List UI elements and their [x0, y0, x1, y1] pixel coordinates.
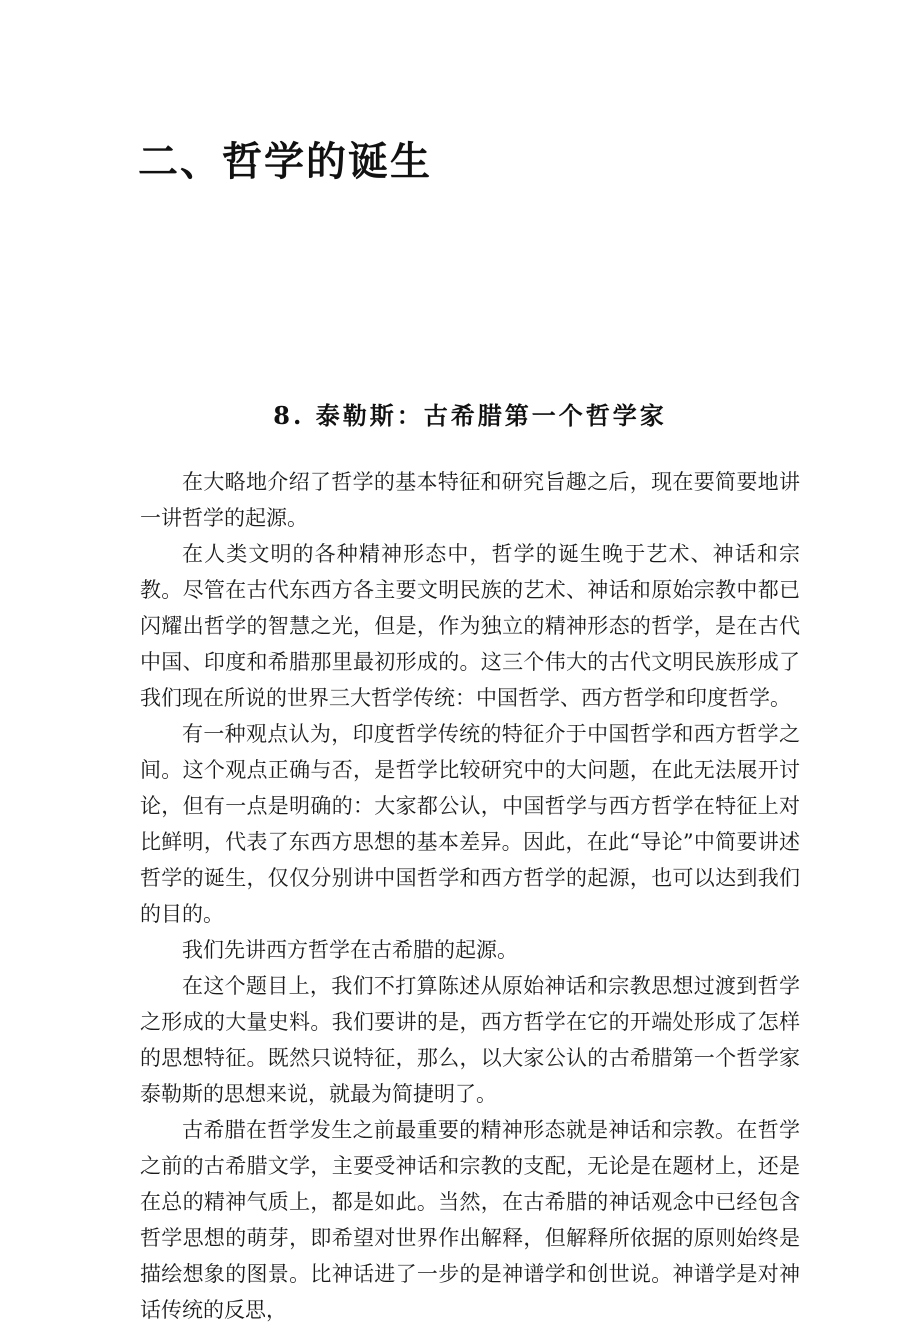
paragraph: 在这个题目上，我们不打算陈述从原始神话和宗教思想过渡到哲学之形成的大量史料。我们要讲的是，西方哲学在它的开端处形成了怎样的思想特征。既然只说特征，那么，以大家公认的古希腊第一个哲学家泰勒斯的思想来说，就最为简捷明了。 — [140, 974, 800, 1106]
paragraph: 我们先讲西方哲学在古希腊的起源。 — [182, 938, 518, 962]
paragraph: 古希腊在哲学发生之前最重要的精神形态就是神话和宗教。在哲学之前的古希腊文学，主要受神话和宗教的支配，无论是在题材上，还是在总的精神气质上，都是如此。当然，在古希腊的神话观念中已经包含哲学思想的萌芽，即希望对世界作出解释，但解释所依据的原则始终是描绘想象的图景。比神话进了一步的是神谱学和创世说。神谱学是对神话传统的反思， — [140, 1118, 800, 1322]
body-text — [140, 464, 800, 1328]
section-title: 8. 泰勒斯：古希腊第一个哲学家 — [273, 401, 667, 430]
paragraph: 在人类文明的各种精神形态中，哲学的诞生晚于艺术、神话和宗教。尽管在古代东西方各主要文明民族的艺术、神话和原始宗教中都已闪耀出哲学的智慧之光，但是，作为独立的精神形态的哲学，是在古代中国、印度和希腊那里最初形成的。这三个伟大的古代文明民族形成了我们现在所说的世界三大哲学传统：中国哲学、西方哲学和印度哲学。 — [140, 542, 800, 710]
paragraph: 有一种观点认为，印度哲学传统的特征介于中国哲学和西方哲学之间。这个观点正确与否，是哲学比较研究中的大问题，在此无法展开讨论，但有一点是明确的：大家都公认，中国哲学与西方哲学在特征上对比鲜明，代表了东西方思想的基本差异。因此，在此“导论”中简要讲述哲学的诞生，仅仅分别讲中国哲学和西方哲学的起源，也可以达到我们的目的。 — [140, 722, 800, 926]
chapter-title: 二、哲学的诞生 — [138, 139, 432, 185]
paragraph: 在大略地介绍了哲学的基本特征和研究旨趣之后，现在要简要地讲一讲哲学的起源。 — [140, 470, 800, 530]
